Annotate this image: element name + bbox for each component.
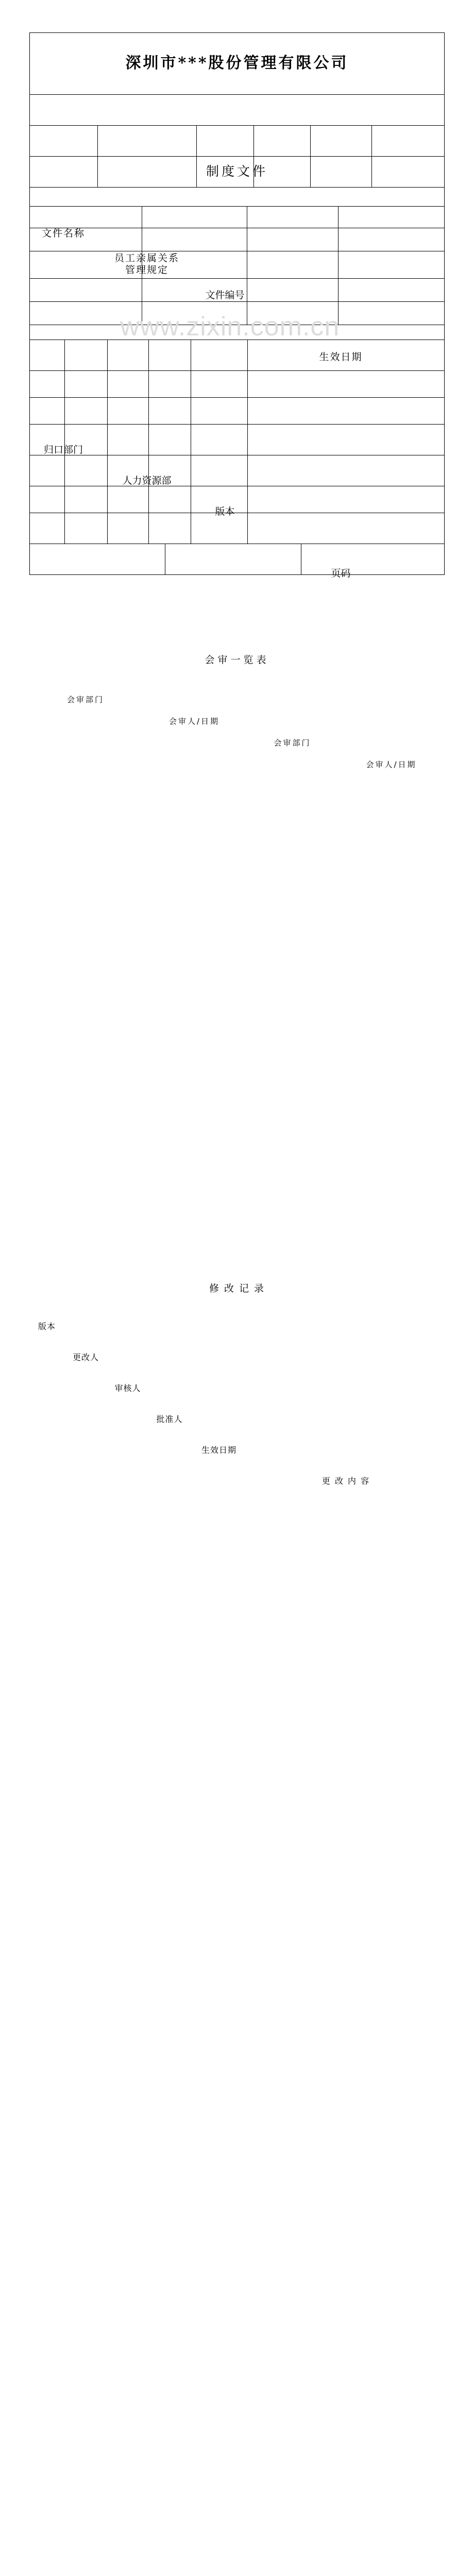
review-cell[interactable] xyxy=(29,797,142,820)
revision-cell[interactable] xyxy=(191,2243,247,2274)
review-header-dept: 会审部门 xyxy=(66,695,104,704)
divider xyxy=(107,340,108,544)
divider xyxy=(29,206,445,207)
revision-cell[interactable] xyxy=(107,1769,148,1795)
watermark: www.zixin.com.cn xyxy=(120,312,340,342)
company-title: 深圳市***股份管理有限公司 xyxy=(125,54,349,72)
review-cell[interactable] xyxy=(247,843,338,867)
review-cell[interactable] xyxy=(247,1096,338,1119)
review-cell[interactable] xyxy=(338,867,445,890)
revision-cell[interactable] xyxy=(247,2469,445,2496)
file-number-value xyxy=(253,311,310,342)
revision-cell[interactable] xyxy=(107,1964,148,1995)
review-cell[interactable] xyxy=(29,913,142,940)
revision-cell[interactable] xyxy=(247,1662,445,1688)
revision-header-effective-date: 生效日期 xyxy=(201,1445,236,1455)
revision-cell[interactable] xyxy=(191,2026,247,2057)
review-cell[interactable] xyxy=(142,820,247,843)
revision-cell[interactable] xyxy=(107,2181,148,2212)
review-cell[interactable] xyxy=(338,995,445,1022)
revision-cell[interactable] xyxy=(29,1903,64,1934)
revision-header-version: 版本 xyxy=(38,1321,56,1332)
review-cell[interactable] xyxy=(142,1189,247,1212)
revision-cell[interactable] xyxy=(107,2389,148,2416)
revision-header-changer: 更改人 xyxy=(72,1352,99,1363)
review-table-title: 会审一览表 xyxy=(205,654,269,666)
revision-cell[interactable] xyxy=(247,1849,445,1876)
review-header-dept: 会审部门 xyxy=(274,738,311,748)
review-cell[interactable] xyxy=(338,1119,445,1142)
effective-date-value xyxy=(371,372,445,403)
revision-cell[interactable] xyxy=(29,2523,64,2554)
department-value: 人力资源部 xyxy=(122,474,172,486)
revision-cell[interactable] xyxy=(107,1581,148,1608)
revision-cell[interactable] xyxy=(29,2119,64,2150)
divider xyxy=(29,94,445,95)
review-cell[interactable] xyxy=(29,1165,142,1189)
revision-cell[interactable] xyxy=(148,1608,191,1635)
divider xyxy=(29,278,445,279)
revision-cell[interactable] xyxy=(148,2212,191,2243)
revision-cell[interactable] xyxy=(64,2150,107,2181)
page-label: 页码 xyxy=(331,567,351,579)
revision-cell[interactable] xyxy=(64,1742,107,1769)
revision-cell[interactable] xyxy=(191,2443,247,2469)
revision-cell[interactable] xyxy=(148,2416,191,2443)
page-value xyxy=(371,589,445,620)
revision-cell[interactable] xyxy=(247,2274,445,2304)
review-cell[interactable] xyxy=(142,1073,247,1096)
divider xyxy=(29,125,445,126)
revision-header-reviewer: 审核人 xyxy=(114,1383,141,1394)
revision-cell[interactable] xyxy=(148,1995,191,2026)
revision-cell[interactable] xyxy=(29,1715,64,1742)
revision-cell[interactable] xyxy=(191,1822,247,1849)
file-name-value xyxy=(97,249,196,280)
revision-cell[interactable] xyxy=(64,2554,107,2576)
file-name-label: 文件名称 xyxy=(41,227,85,239)
divider xyxy=(29,187,445,188)
version-value xyxy=(253,527,310,558)
file-number-label: 文件编号 xyxy=(205,289,245,301)
revision-header-approver: 批准人 xyxy=(156,1414,183,1425)
revision-cell[interactable] xyxy=(148,1795,191,1822)
revision-cell[interactable] xyxy=(191,1635,247,1662)
department-label: 归口部门 xyxy=(43,444,83,455)
revision-cell[interactable] xyxy=(29,2335,64,2362)
file-name-value-line1: 员工亲属关系 xyxy=(114,252,179,264)
version-label: 版本 xyxy=(215,505,235,517)
revision-cell[interactable] xyxy=(64,2362,107,2389)
revision-cell[interactable] xyxy=(247,2057,445,2088)
review-cell[interactable] xyxy=(338,1235,445,1258)
divider xyxy=(148,340,149,544)
document-type-title: 制度文件 xyxy=(206,164,268,179)
file-name-value-line2: 管理规定 xyxy=(125,264,168,276)
effective-date-label: 生效日期 xyxy=(319,351,363,363)
review-cell[interactable] xyxy=(247,1212,338,1235)
revision-cell[interactable] xyxy=(29,1528,64,1554)
review-header-reviewer-date: 会审人/日期 xyxy=(168,717,220,726)
review-header-reviewer-date: 会审人/日期 xyxy=(366,760,417,769)
revision-header-content: 更 改 内 容 xyxy=(321,1476,370,1486)
divider xyxy=(29,424,445,425)
divider xyxy=(29,370,445,371)
revision-table-title: 修 改 记 录 xyxy=(209,1283,265,1295)
review-cell[interactable] xyxy=(142,940,247,968)
revision-cell[interactable] xyxy=(64,1934,107,1964)
revision-cell[interactable] xyxy=(64,1554,107,1581)
review-cell[interactable] xyxy=(247,968,338,995)
review-cell[interactable] xyxy=(29,1049,142,1073)
